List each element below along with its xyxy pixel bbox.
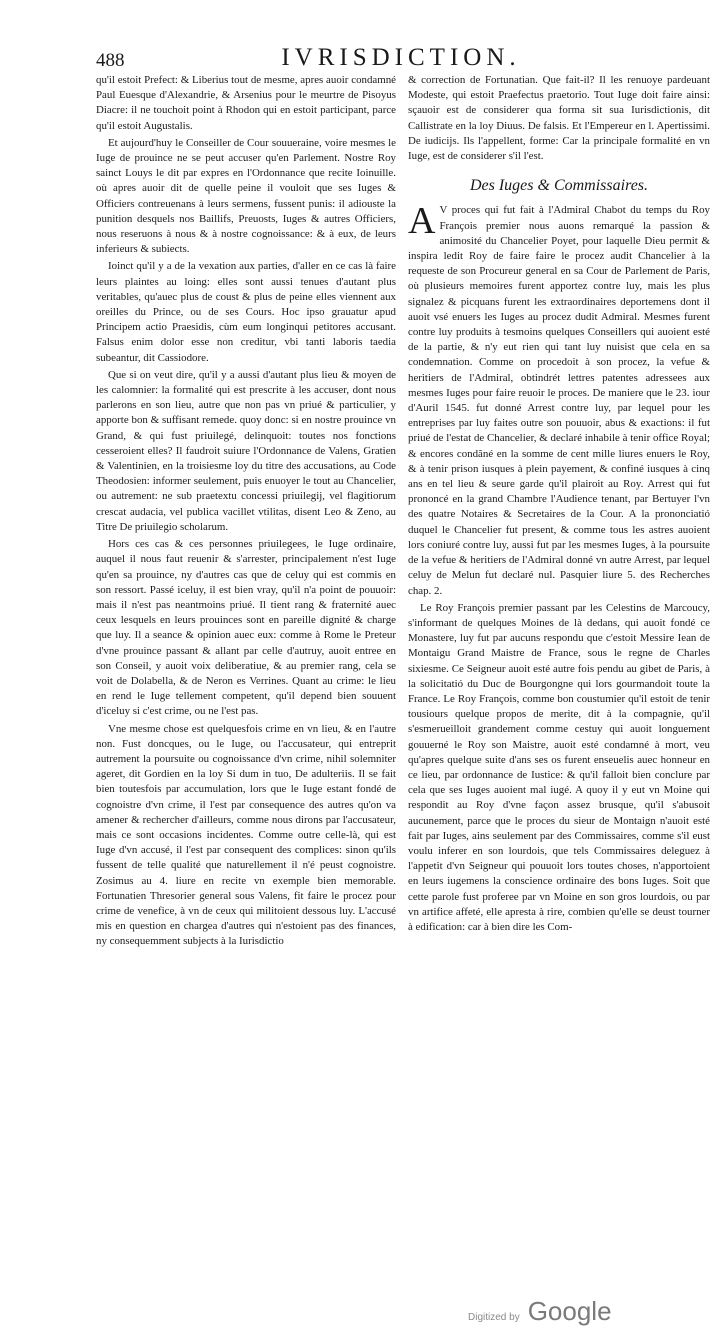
paragraph: qu'il estoit Prefect: & Liberius tout de mesme, apres auoir condamné Paul Euesque d'Alexandrie, & Arsenius pour le meurtre de Pisoyus Diacre: il ne touchoit point à Rhodon qui en estoit participant, parce qu'il estoit Augustalis. (96, 74, 396, 132)
paragraph: Ioinct qu'il y a de la vexation aux parties, d'aller en ce cas là faire leurs plaintes au loing: elles sont aussi tenues d'autant plus veritables, qu'auec plus de coust & plus de peine elles viennent aux oreilles du Prince, ou de ses Cours. Hoc ipso grauatur apud Principem actio Praesidis, cùm eum longinqui petitores accusant. Falsus enim dolor esse non creditur, vbi tanti laboris taedia subeantur, dit Cassiodore. (96, 260, 396, 364)
paragraph-text: V proces qui fut fait à l'Admiral Chabot du temps du Roy François premier nous auons remarqué la passion & animosité du Chancelier Poyet, pour laquelle Dieu permit & inspira ledit Roy de faire faire le procez audit Chancelier à la requeste de son Procureur general en sa Cour de Parlement de Paris, où plusieurs memoires furent apportez contre luy, mais les plus signalez & picquans furent les extraordinaires deportemens dont il auoit vsé enuers les Iuges au procez dudit Admiral. Mesmes furent contre luy produits à tesmoins quelques Conseillers qui auoient esté de la partie, & n'y eut rien qui tant luy nuisist que cela en sa condemnation. Comme on procedoit à son procez, la vefue & heritiers de l'Admiral, obtindrét lettres patentes adressees aux mesmes Iuges pour faire reuoir le proces. De maniere que le 23. iour d'Auril 1545. fut donné Arrest contre luy, par lequel pour les entreprises par luy faites outre son pouuoir, abus & exactions: il fut priué de l'estat de Chancelier, & declaré inhabile à tenir office Royal; & encores condãné en la somme de cent mille liures enuers le Roy, & à tenir prison iusques à plein payement, & confiné iusques à cinq ans en tel lieu & seure garde qu'il plairoit au Roy. Arrest qui fut prononcé en la grand Chambre l'Audience tenant, par Bertuyer l'vn des quatre Notaires & Secretaires de la Cour. A la prononciatió duquel le Chancelier fut present, & comme tous les astres auoient lors coniuré contre luy, aussi fut par les mesmes Iuges, à la poursuite de la vefue & heritiers de l'Admiral donné vn autre Arrest, par lequel celuy de Melun fut declaré nul. Pasquier liure 5. des Recherches chap. 2. (408, 204, 710, 597)
google-logo: Google (527, 1296, 612, 1326)
paragraph: & correction de Fortunatian. Que fait-il? Il les renuoye pardeuant Modeste, qui estoit Praefectus praetorio. Tout Iuge doit faire ainsi: sçauoir est de considerer qua forma sit sua Iurisdictionis, dit Callistrate en la loy Diuus. De falsis. Et l'Empereur en l. Apertissimi. De iudicijs. Ils l'appellent, forme: Car la principale formalité en vn Iuge, est de considerer s'il l'est. (408, 74, 710, 163)
paragraph: Et aujourd'huy le Conseiller de Cour souueraine, voire mesmes le Iuge de prouince ne se peut accuser qu'en Parlement. Nostre Roy sainct Louys le dit par expres en l'Ordonnance que recite Ioinuille. où apres auoir dit de quelle peine il vouloit que ses Iuges & Officiers contreuenans à leurs sermens, fussent punis: il adiouste la punition desquels nos Baillifs, Preuosts, Iuges & autres Officiers, nous reseruons à nous & à nostre cognoissance: & à eux, de leurs inferieurs & subiects. (96, 136, 396, 256)
paragraph (408, 200, 710, 598)
left-column (96, 73, 396, 952)
paragraph: Le Roy François premier passant par les Celestins de Marcoucy, s'informant de quelques Moines de là dedans, qui auoit fondé ce Monastere, luy fut par aucuns respondu que c'estoit Messire Iean de Montaigu Grand Maistre de France, sous le regne de Charles sixiesme. Ce Seigneur auoit esté autre fois pendu au gibet de Paris, à la solicitatió du Duc de Bourgongne qui lors gourmandoit toute la France. Le Roy François, comme bon coustumier qu'il estoit de tenir tousiours quelque propos de merite, dit à la compagnie, qu'il s'esmerueilloit grandement comme cestuy qui auoit longuement gouuerné le Roy son Maistre, auoit esté condamné à mort, veu qu'apres quelque suite d'ans ses os furent enseuelis auec honneur en ce lieu, par ordonnance de Iustice: & qu'il falloit bien conclure par cela que ses Iuges auoient mal iugé. A quoy il y eut vn Moine qui respondit au Roy d'vne façon assez brusque, qu'il s'abusoit aucunement, parce que le proces du sieur de Montaign n'auoit esté fait par Iuges, ains seulement par des Commissaires, comme s'il eust voulu inferer en son lourdois, que tels Commissaires deleguez à l'appetit d'vn Seigneur qui pouuoit lors toutes choses, n'apportoient en leurs iugemens la conscience ordinaire des bons Iuges. Soit que cette parole fust proferee par vn Moine en son gros lourdois, ou par vn artifice affeté, elle apresta à rire, combien qu'elle se deust tourner à edification: car à bien dire les Com- (408, 601, 710, 933)
digitization-watermark (468, 1296, 668, 1327)
drop-cap: A (408, 200, 436, 243)
running-title: IVRISDICTION. (281, 44, 521, 71)
right-column (408, 73, 710, 937)
page-number: 488 (96, 50, 125, 71)
section-title: Des Iuges & Commissaires. (469, 177, 649, 195)
paragraph: Hors ces cas & ces personnes priuilegees, le Iuge ordinaire, auquel il nous faut reuenir & s'arrester, principalement n'est Iuge qu'en sa prouince, ny d'autres cas que de celuy qui est commis en son ressort. Passé iceluy, il est bien vray, qu'il n'a point de pouuoir: mais il n'est pas neantmoins priué. Il tient rang & fraternité auec ceux lesquels en leurs prouinces sont en pareille dignité & charge que luy. Il a seance & opinion auec eux: comme à Rome le Preteur d'vne prouince passant & allant par celle d'autruy, auoit entree en son Conseil, y auoit voix deliberatiue, & au premier rang, cela se voit de Dolabella, & de Neron es Verrines. Quant au crime: le lieu en rend le Iuge tellement competent, qu'il depend bien souuent d'iceluy si c'est crime, ou ne l'est pas. (96, 538, 396, 718)
paragraph: Que si on veut dire, qu'il y a aussi d'autant plus lieu & moyen de les calomnier: la formalité qui est prescrite à les accuser, dont nous parlerons en son lieu, autre que non pas vn priué & particulier, y apporte bon & suffisant remede. quoy donc: si en nostre prouince vn Grand, & qui fust priuilegé, delinquoit: toutes nos fonctions cesseroient elles? Il faudroit suiure l'Ordonnance de Valens, Gratien & Valentinien, en la troisiesme loy du titre des accusations, au Code Theodosien: informer seulement, puis enuoyer le tout au Chancelier, ou autrement: ne sub praetextu concessi priuilegij, vel flagitiorum crescat audacia, vel publica vacillet vtilitas, disent Leo & Zeno, au Titre De priuilegio scholarum. (96, 368, 396, 533)
page-header (96, 44, 706, 74)
digitized-by-text: Digitized by (468, 1312, 520, 1323)
paragraph: Vne mesme chose est quelquesfois crime en vn lieu, & en l'autre non. Fust doncques, ou le Iuge, ou l'accusateur, qui entreprit autrement la poursuite ou cognoissance d'vn crime, nihil solemniter ageret, dit Gordien en la loy Si dum in tuo, De adulteriis. Il se fait bien toutesfois par accumulation, lors que le Iuge estant fondé de cognoistre d'vn crime, il l'est par consequence des autres qu'on va amener & rechercher d'ailleurs, comme nous dirons par l'accusateur, mais ce sont occasions incidentes. Comme outre celle-là, qui est Iuge d'vn accusé, il l'est par consequent des complices: sinon qu'ils fussent de telle qualité que naturellement il n'é peust cognoistre. Zosimus au 4. liure en recite vn exemple bien memorable. Fortunatien Thresorier general sous Valens, fit faire le procez pour crime de venefice, à vn de ceux qui militoient dessous luy. L'accusé mis en question en chargea d'autres qui n'estoient pas des finances, ny consequemment subjects à la Iurisdictio (96, 722, 396, 948)
